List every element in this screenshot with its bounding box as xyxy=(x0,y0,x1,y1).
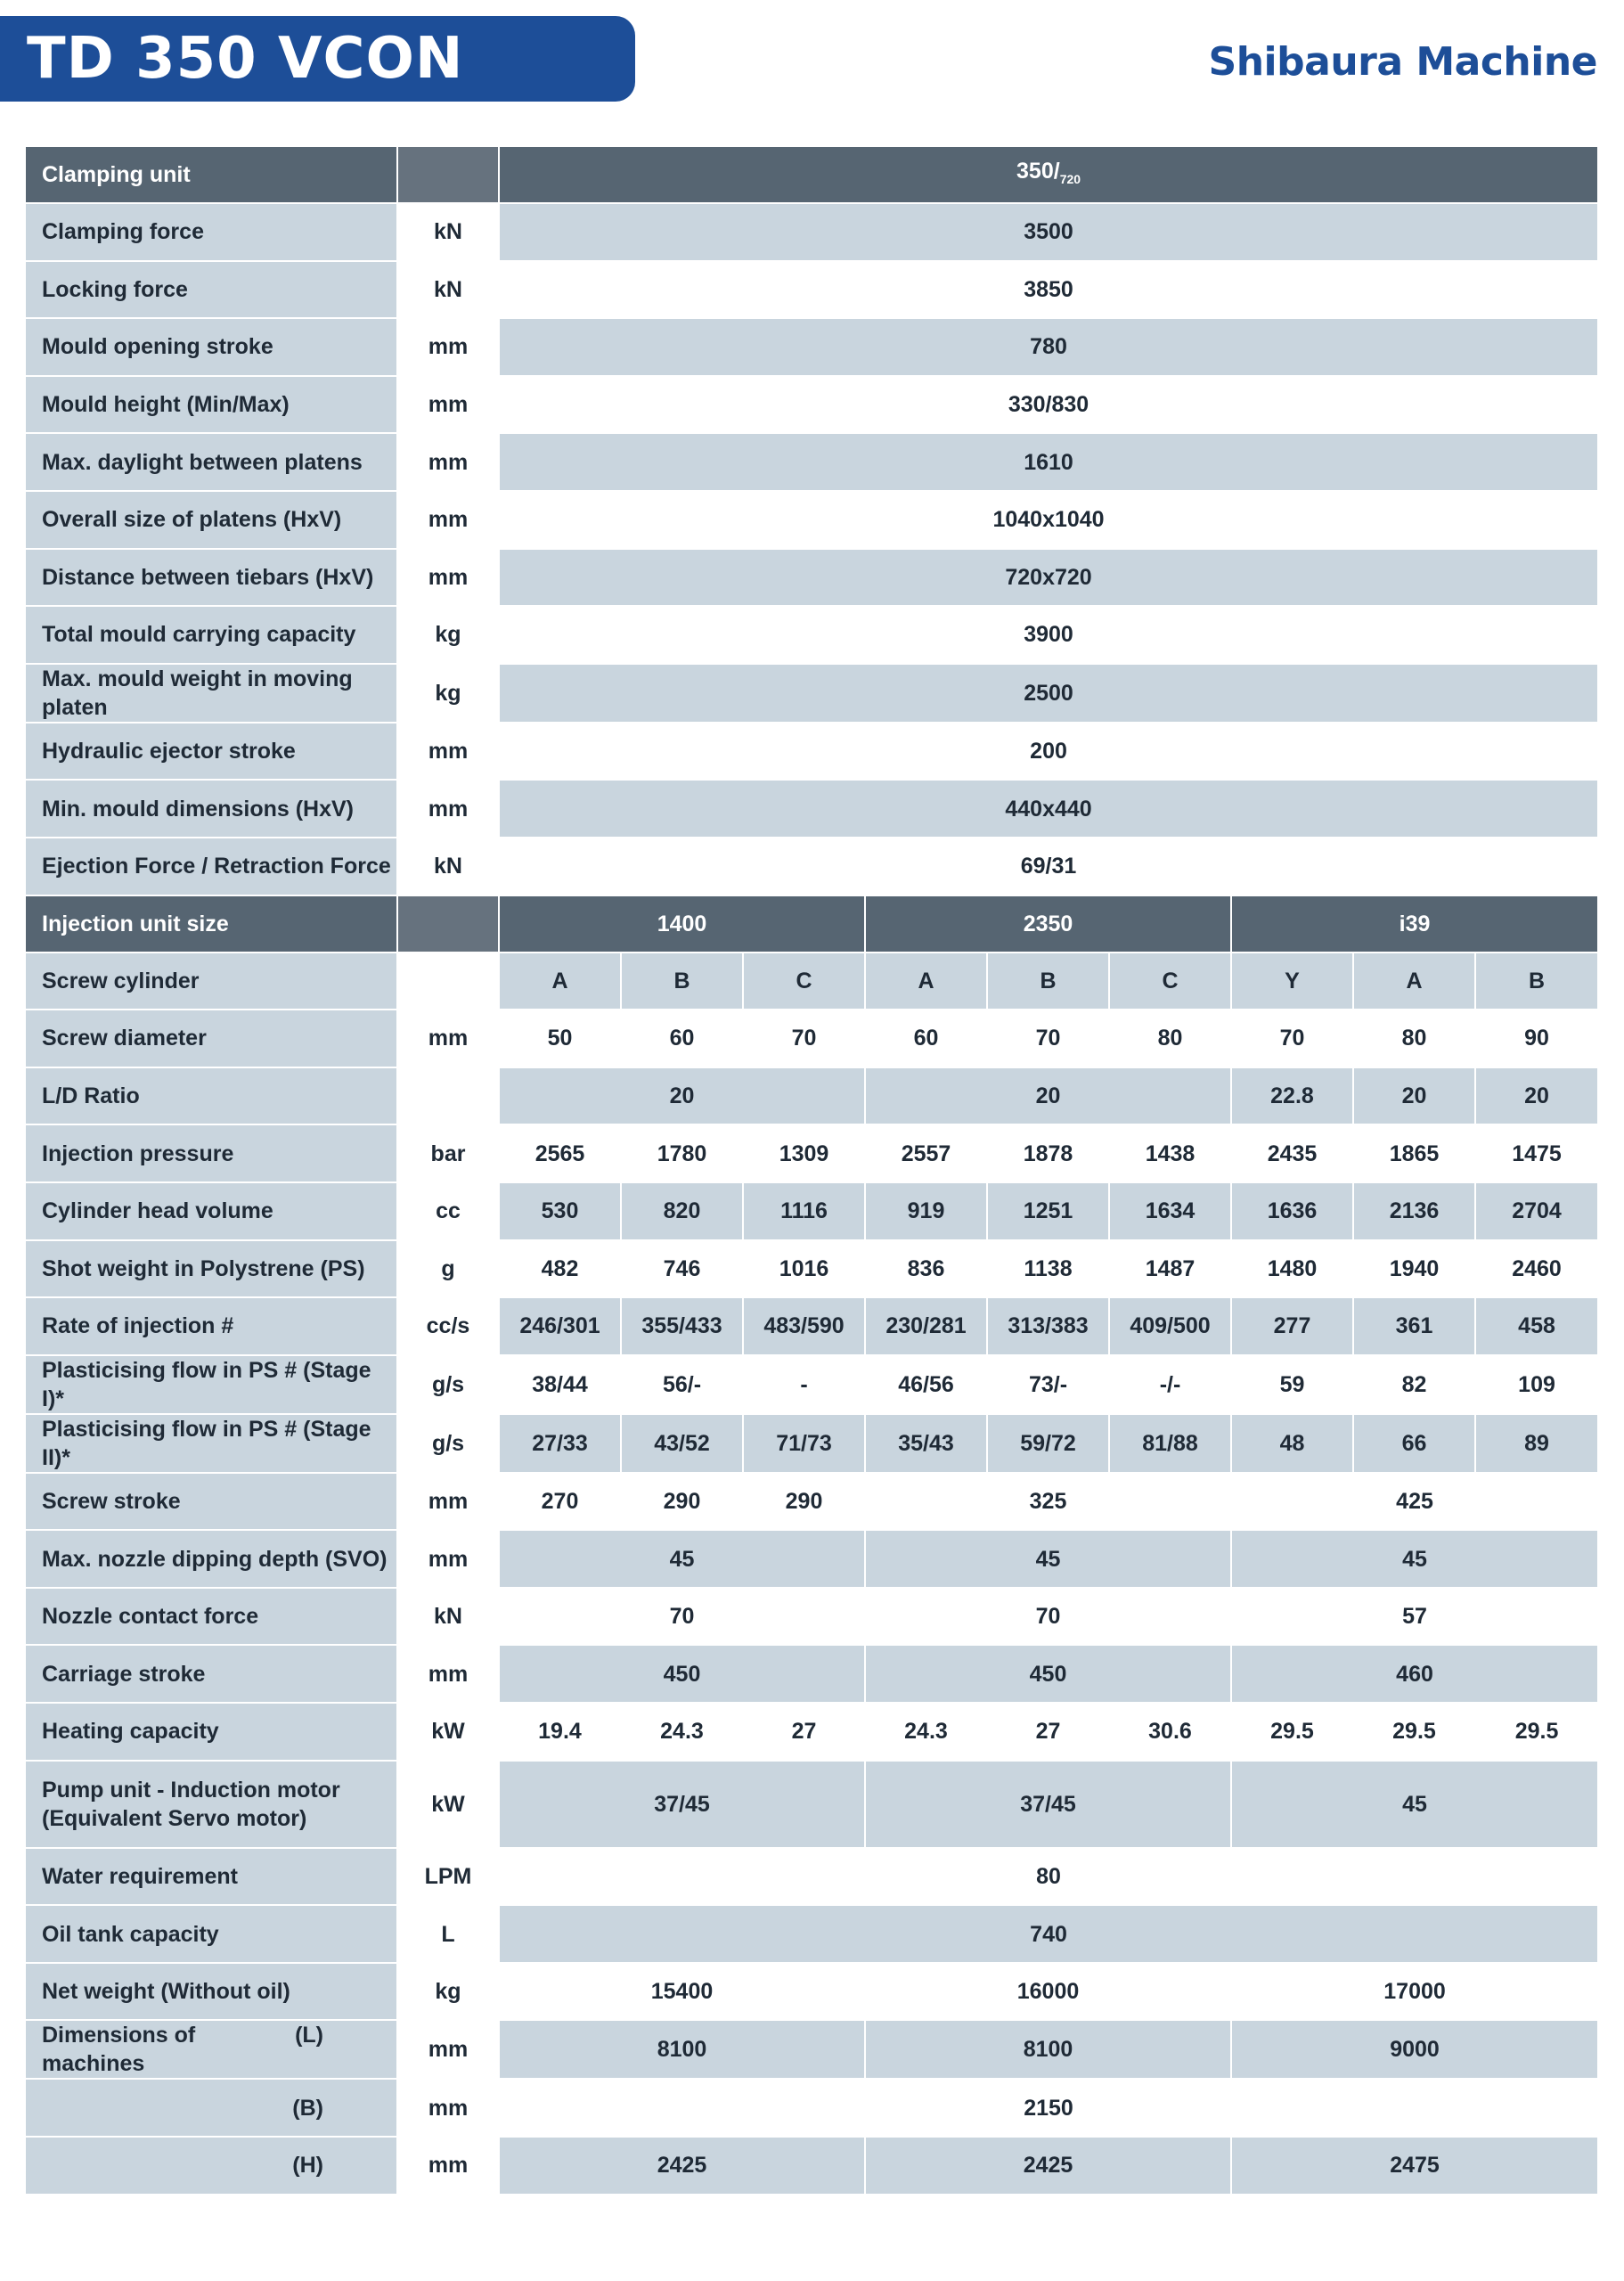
param-value: 2460 xyxy=(1475,1240,1598,1298)
param-value: 29.5 xyxy=(1353,1703,1475,1761)
param-value: 460 xyxy=(1231,1645,1598,1703)
param-value: C xyxy=(1109,952,1231,1010)
param-value: 8100 xyxy=(865,2020,1231,2079)
param-value: 1438 xyxy=(1109,1124,1231,1182)
param-value: 82 xyxy=(1353,1355,1475,1414)
param-value: 2704 xyxy=(1475,1182,1598,1240)
table-row xyxy=(25,1703,1598,1761)
param-value: 15400 xyxy=(499,1963,865,2021)
param-value: B xyxy=(987,952,1109,1010)
param-label-cell xyxy=(25,1848,397,1906)
param-value: 27 xyxy=(987,1703,1109,1761)
param-value: 27 xyxy=(743,1703,865,1761)
param-value: 71/73 xyxy=(743,1414,865,1473)
spec-table xyxy=(24,145,1599,2195)
table-row xyxy=(25,261,1598,319)
param-value: 290 xyxy=(621,1473,743,1531)
param-label: Rate of injection # xyxy=(42,1313,234,1339)
param-unit: mm xyxy=(397,549,499,607)
param-unit: kN xyxy=(397,203,499,261)
param-value: 450 xyxy=(865,1645,1231,1703)
param-unit: kN xyxy=(397,838,499,895)
param-label: Oil tank capacity xyxy=(42,1921,219,1947)
injection-unit-heading: Injection unit size xyxy=(25,895,397,952)
table-row xyxy=(25,664,1598,723)
param-value: 780 xyxy=(499,318,1598,376)
param-value: 1138 xyxy=(987,1240,1109,1298)
param-value: 458 xyxy=(1475,1297,1598,1355)
param-unit: bar xyxy=(397,1124,499,1182)
table-row xyxy=(25,1588,1598,1646)
param-value: 69/31 xyxy=(499,838,1598,895)
param-label-cell xyxy=(25,1067,397,1125)
param-value: 57 xyxy=(1231,1588,1598,1646)
param-value: 1610 xyxy=(499,433,1598,491)
title-banner xyxy=(0,16,635,102)
param-value: 1878 xyxy=(987,1124,1109,1182)
param-label-cell xyxy=(25,1703,397,1761)
param-value: 48 xyxy=(1231,1414,1353,1473)
param-unit: kg xyxy=(397,664,499,723)
param-value: A xyxy=(499,952,621,1010)
dimension-axis: (L) xyxy=(295,2023,323,2048)
param-label-line2: (Equivalent Servo motor) xyxy=(42,1805,307,1831)
param-value: 1780 xyxy=(621,1124,743,1182)
clamping-header-row xyxy=(25,146,1598,203)
param-value: 60 xyxy=(865,1010,987,1067)
param-label: Plasticising flow in PS # (Stage II)* xyxy=(42,1416,371,1470)
param-value: 37/45 xyxy=(499,1761,865,1848)
param-label: Mould opening stroke xyxy=(25,318,397,376)
param-value: 483/590 xyxy=(743,1297,865,1355)
param-label: Injection pressure xyxy=(42,1140,234,1166)
param-unit: kW xyxy=(397,1703,499,1761)
table-row xyxy=(25,491,1598,549)
param-label: Min. mould dimensions (HxV) xyxy=(25,780,397,838)
param-value: 29.5 xyxy=(1231,1703,1353,1761)
param-label: Plasticising flow in PS # (Stage I)* xyxy=(42,1357,371,1411)
param-value: B xyxy=(621,952,743,1010)
param-value: 2425 xyxy=(499,2137,865,2195)
param-value: 20 xyxy=(1353,1067,1475,1125)
param-value: 66 xyxy=(1353,1414,1475,1473)
param-value: 20 xyxy=(1475,1067,1598,1125)
param-unit xyxy=(397,952,499,1010)
param-label: Pump unit - Induction motor xyxy=(42,1777,340,1803)
param-unit: mm xyxy=(397,723,499,781)
param-value: 80 xyxy=(1353,1010,1475,1067)
param-label-cell xyxy=(25,1240,397,1298)
param-label-cell xyxy=(25,1473,397,1531)
table-row xyxy=(25,1905,1598,1963)
param-value: A xyxy=(865,952,987,1010)
param-value: 1865 xyxy=(1353,1124,1475,1182)
table-row xyxy=(25,1848,1598,1906)
param-unit: mm xyxy=(397,2137,499,2195)
param-value: 820 xyxy=(621,1182,743,1240)
table-row xyxy=(25,838,1598,895)
param-value: 45 xyxy=(1231,1530,1598,1588)
table-row xyxy=(25,1067,1598,1125)
param-unit: mm xyxy=(397,780,499,838)
param-value: 56/- xyxy=(621,1355,743,1414)
param-value: C xyxy=(743,952,865,1010)
param-value: 70 xyxy=(865,1588,1231,1646)
model-title: TD 350 VCON xyxy=(27,26,464,92)
param-value: 73/- xyxy=(987,1355,1109,1414)
param-label: Mould height (Min/Max) xyxy=(25,376,397,434)
param-label-cell xyxy=(25,1761,397,1848)
param-label: Screw cylinder xyxy=(42,968,200,993)
param-value: 9000 xyxy=(1231,2020,1598,2079)
param-value: 17000 xyxy=(1231,1963,1598,2021)
table-row xyxy=(25,723,1598,781)
param-unit: mm xyxy=(397,318,499,376)
injection-unit-group: 1400 xyxy=(499,895,865,952)
table-row xyxy=(25,2137,1598,2195)
param-value: 59/72 xyxy=(987,1414,1109,1473)
param-value: 3900 xyxy=(499,606,1598,664)
param-value: 482 xyxy=(499,1240,621,1298)
param-label-cell xyxy=(25,2079,397,2137)
param-value: 20 xyxy=(499,1067,865,1125)
param-label: Max. mould weight in moving platen xyxy=(25,664,397,723)
table-row xyxy=(25,1761,1598,1848)
param-value: 43/52 xyxy=(621,1414,743,1473)
param-value: 50 xyxy=(499,1010,621,1067)
dimension-axis: (H) xyxy=(292,2153,323,2179)
param-value: 3500 xyxy=(499,203,1598,261)
param-unit: mm xyxy=(397,1530,499,1588)
param-value: 2136 xyxy=(1353,1182,1475,1240)
param-value: 8100 xyxy=(499,2020,865,2079)
param-value: 24.3 xyxy=(621,1703,743,1761)
param-label: Max. nozzle dipping depth (SVO) xyxy=(42,1546,388,1572)
param-value: 290 xyxy=(743,1473,865,1531)
param-label: Carriage stroke xyxy=(42,1661,206,1687)
param-value: A xyxy=(1353,952,1475,1010)
param-value: 1309 xyxy=(743,1124,865,1182)
param-value: 1251 xyxy=(987,1182,1109,1240)
clamping-model-sub: 720 xyxy=(1059,171,1081,186)
param-label-cell xyxy=(25,2020,397,2079)
param-label: Max. daylight between platens xyxy=(25,433,397,491)
param-unit: mm xyxy=(397,433,499,491)
param-unit xyxy=(397,1067,499,1125)
param-label: L/D Ratio xyxy=(42,1083,140,1109)
table-row xyxy=(25,376,1598,434)
table-row xyxy=(25,1010,1598,1067)
param-value: 37/45 xyxy=(865,1761,1231,1848)
param-label: Total mould carrying capacity xyxy=(25,606,397,664)
param-label: Heating capacity xyxy=(42,1719,219,1745)
param-label-cell xyxy=(25,1124,397,1182)
param-value: 720x720 xyxy=(499,549,1598,607)
table-row xyxy=(25,1355,1598,1414)
param-value: 450 xyxy=(499,1645,865,1703)
param-unit: mm xyxy=(397,1010,499,1067)
param-value: 330/830 xyxy=(499,376,1598,434)
param-value: 1016 xyxy=(743,1240,865,1298)
clamping-model-main: 350/ xyxy=(1016,158,1060,184)
param-value: - xyxy=(743,1355,865,1414)
param-value: 70 xyxy=(743,1010,865,1067)
param-value: 2565 xyxy=(499,1124,621,1182)
param-label: Water requirement xyxy=(42,1863,238,1889)
param-label: Nozzle contact force xyxy=(42,1604,259,1630)
param-value: 270 xyxy=(499,1473,621,1531)
brand-logo: Shibaura Machine xyxy=(1208,39,1597,85)
param-value: 3850 xyxy=(499,261,1598,319)
table-row xyxy=(25,1182,1598,1240)
table-row xyxy=(25,1530,1598,1588)
table-row xyxy=(25,1240,1598,1298)
param-value: 2500 xyxy=(499,664,1598,723)
param-value: 355/433 xyxy=(621,1297,743,1355)
table-row xyxy=(25,1124,1598,1182)
param-unit: kN xyxy=(397,261,499,319)
param-value: 27/33 xyxy=(499,1414,621,1473)
param-label: Clamping force xyxy=(25,203,397,261)
dimension-axis: (B) xyxy=(292,2095,323,2121)
param-unit: mm xyxy=(397,491,499,549)
param-label-cell xyxy=(25,1645,397,1703)
table-row xyxy=(25,318,1598,376)
param-value: 2435 xyxy=(1231,1124,1353,1182)
param-value: 80 xyxy=(499,1848,1598,1906)
param-value: 425 xyxy=(1231,1473,1598,1531)
param-value: 2150 xyxy=(499,2079,1598,2137)
param-value: 530 xyxy=(499,1182,621,1240)
param-value: 2425 xyxy=(865,2137,1231,2195)
param-label-cell xyxy=(25,1414,397,1473)
param-label-cell xyxy=(25,1905,397,1963)
table-row xyxy=(25,203,1598,261)
param-value: 746 xyxy=(621,1240,743,1298)
param-value: 20 xyxy=(865,1067,1231,1125)
table-row xyxy=(25,1297,1598,1355)
param-label-cell xyxy=(25,1297,397,1355)
table-row xyxy=(25,780,1598,838)
param-value: 1487 xyxy=(1109,1240,1231,1298)
table-row xyxy=(25,1414,1598,1473)
table-row xyxy=(25,606,1598,664)
param-unit: cc/s xyxy=(397,1297,499,1355)
param-value: 2557 xyxy=(865,1124,987,1182)
param-value: 80 xyxy=(1109,1010,1231,1067)
param-value: 1040x1040 xyxy=(499,491,1598,549)
param-value: 89 xyxy=(1475,1414,1598,1473)
param-label: Hydraulic ejector stroke xyxy=(25,723,397,781)
param-value: 60 xyxy=(621,1010,743,1067)
param-label: Overall size of platens (HxV) xyxy=(25,491,397,549)
param-label-cell xyxy=(25,2137,397,2195)
param-value: 16000 xyxy=(865,1963,1231,2021)
param-value: 38/44 xyxy=(499,1355,621,1414)
param-unit: cc xyxy=(397,1182,499,1240)
param-label-cell xyxy=(25,1010,397,1067)
param-value: 246/301 xyxy=(499,1297,621,1355)
param-label-cell xyxy=(25,1588,397,1646)
param-value: 81/88 xyxy=(1109,1414,1231,1473)
param-value: 409/500 xyxy=(1109,1297,1231,1355)
table-row xyxy=(25,1963,1598,2021)
param-unit: g xyxy=(397,1240,499,1298)
param-label: Dimensions of machines xyxy=(42,2023,196,2077)
param-value: 1940 xyxy=(1353,1240,1475,1298)
param-value: 30.6 xyxy=(1109,1703,1231,1761)
param-value: 70 xyxy=(499,1588,865,1646)
param-unit: kg xyxy=(397,1963,499,2021)
param-value: 2475 xyxy=(1231,2137,1598,2195)
param-unit: mm xyxy=(397,2079,499,2137)
param-label: Locking force xyxy=(25,261,397,319)
table-row xyxy=(25,1473,1598,1531)
param-label: Net weight (Without oil) xyxy=(42,1979,290,2005)
param-label-cell xyxy=(25,1963,397,2021)
param-label-cell xyxy=(25,952,397,1010)
param-unit: LPM xyxy=(397,1848,499,1906)
param-unit: mm xyxy=(397,2020,499,2079)
param-value: Y xyxy=(1231,952,1353,1010)
param-unit: mm xyxy=(397,376,499,434)
table-row xyxy=(25,2079,1598,2137)
param-value: 109 xyxy=(1475,1355,1598,1414)
param-value: 1116 xyxy=(743,1182,865,1240)
param-value: 277 xyxy=(1231,1297,1353,1355)
table-row xyxy=(25,549,1598,607)
param-value: 45 xyxy=(499,1530,865,1588)
param-unit: kg xyxy=(397,606,499,664)
param-value: 24.3 xyxy=(865,1703,987,1761)
param-label: Screw stroke xyxy=(42,1488,181,1514)
param-value: 200 xyxy=(499,723,1598,781)
param-value: 45 xyxy=(1231,1761,1598,1848)
param-label-cell xyxy=(25,1355,397,1414)
table-row xyxy=(25,2020,1598,2079)
param-value: 1475 xyxy=(1475,1124,1598,1182)
param-label: Screw diameter xyxy=(42,1026,207,1051)
param-unit: L xyxy=(397,1905,499,1963)
param-label: Cylinder head volume xyxy=(42,1198,273,1224)
table-row xyxy=(25,952,1598,1010)
clamping-unit-heading: Clamping unit xyxy=(25,146,397,203)
param-label-cell xyxy=(25,1182,397,1240)
param-label-cell xyxy=(25,1530,397,1588)
table-row xyxy=(25,1645,1598,1703)
param-value: 230/281 xyxy=(865,1297,987,1355)
clamping-unit-heading-unit xyxy=(397,146,499,203)
param-value: B xyxy=(1475,952,1598,1010)
injection-header-row xyxy=(25,895,1598,952)
param-unit: kW xyxy=(397,1761,499,1848)
param-value: 29.5 xyxy=(1475,1703,1598,1761)
param-label: Ejection Force / Retraction Force xyxy=(25,838,397,895)
param-unit: mm xyxy=(397,1645,499,1703)
param-value: 70 xyxy=(987,1010,1109,1067)
param-value: 1634 xyxy=(1109,1182,1231,1240)
param-value: 919 xyxy=(865,1182,987,1240)
param-value: 440x440 xyxy=(499,780,1598,838)
param-value: 836 xyxy=(865,1240,987,1298)
param-value: 46/56 xyxy=(865,1355,987,1414)
param-value: 313/383 xyxy=(987,1297,1109,1355)
injection-unit-group: 2350 xyxy=(865,895,1231,952)
param-value: 22.8 xyxy=(1231,1067,1353,1125)
param-value: 59 xyxy=(1231,1355,1353,1414)
param-value: 325 xyxy=(865,1473,1231,1531)
injection-unit-group: i39 xyxy=(1231,895,1598,952)
param-value: -/- xyxy=(1109,1355,1231,1414)
clamping-unit-model xyxy=(499,146,1598,203)
param-unit: mm xyxy=(397,1473,499,1531)
param-value: 35/43 xyxy=(865,1414,987,1473)
param-unit: kN xyxy=(397,1588,499,1646)
param-value: 1480 xyxy=(1231,1240,1353,1298)
injection-unit-heading-unit xyxy=(397,895,499,952)
param-value: 361 xyxy=(1353,1297,1475,1355)
param-unit: g/s xyxy=(397,1355,499,1414)
param-value: 70 xyxy=(1231,1010,1353,1067)
table-row xyxy=(25,433,1598,491)
param-label: Distance between tiebars (HxV) xyxy=(25,549,397,607)
param-unit: g/s xyxy=(397,1414,499,1473)
param-value: 1636 xyxy=(1231,1182,1353,1240)
param-label: Shot weight in Polystrene (PS) xyxy=(42,1255,365,1281)
param-value: 740 xyxy=(499,1905,1598,1963)
param-value: 90 xyxy=(1475,1010,1598,1067)
param-value: 19.4 xyxy=(499,1703,621,1761)
param-value: 45 xyxy=(865,1530,1231,1588)
